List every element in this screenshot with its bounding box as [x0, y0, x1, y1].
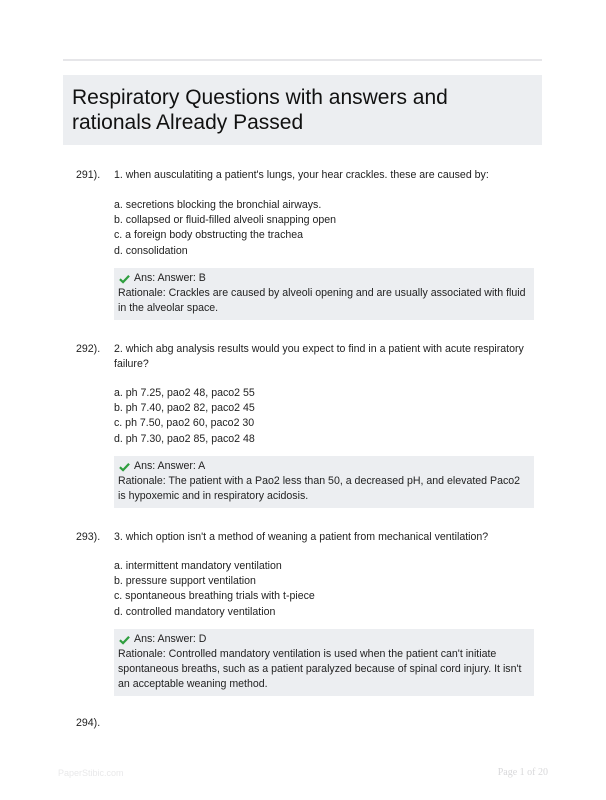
options-list	[114, 559, 534, 620]
rationale-text: Rationale: The patient with a Pao2 less than 50, a decreased pH, and elevated Paco2 is hypoxemic and in respiratory acidosis.	[118, 475, 521, 502]
question-number: 294).	[76, 717, 101, 729]
option-d: d. controlled mandatory ventilation	[114, 605, 276, 618]
footer-watermark: PaperStibic.com	[58, 768, 124, 778]
answer-label: Ans: Answer: D	[134, 633, 207, 645]
option-a: a. ph 7.25, pao2 48, paco2 55	[114, 387, 255, 399]
question-number: 293).	[76, 531, 101, 543]
option-c: c. a foreign body obstructing the trachea	[114, 229, 304, 242]
answer-label: Ans: Answer: A	[134, 460, 206, 472]
answer-box	[114, 268, 534, 320]
option-a: a. intermittent mandatory ventilation	[114, 560, 282, 572]
options-list	[114, 386, 534, 447]
option-b: b. ph 7.40, pao2 82, paco2 45	[114, 402, 255, 415]
title-banner	[63, 75, 542, 145]
checkmark-icon	[119, 274, 130, 284]
question-number: 291).	[76, 169, 101, 181]
question-text: 2. which abg analysis results would you expect to find in a patient with acute respiratory failure?	[114, 343, 524, 370]
answer-box	[114, 629, 534, 696]
checkmark-icon	[119, 635, 130, 645]
option-b: b. collapsed or fluid-filled alveoli snapping open	[114, 214, 337, 227]
question-text: 3. which option isn't a method of weaning a patient from mechanical ventilation?	[114, 531, 489, 543]
rationale-text: Rationale: Controlled mandatory ventilation is used when the patient can't initiate spontaneous breaths, such as a patient paralyzed because of spinal cord injury. It isn't an acceptable weaning method.	[118, 648, 522, 690]
option-d: d. consolidation	[114, 244, 188, 257]
checkmark-icon	[119, 462, 130, 472]
answer-label: Ans: Answer: B	[134, 272, 206, 284]
option-b: b. pressure support ventilation	[114, 575, 256, 588]
rationale-text: Rationale: Crackles are caused by alveoli opening and are usually associated with fluid in the alveolar space.	[118, 287, 526, 314]
top-divider	[63, 59, 542, 61]
options-list	[114, 198, 534, 259]
question-text: 1. when ausculatiting a patient's lungs, your hear crackles. these are caused by:	[114, 169, 489, 181]
option-d: d. ph 7.30, pao2 85, paco2 48	[114, 432, 255, 445]
answer-box	[114, 456, 534, 508]
page-indicator: Page 1 of 20	[497, 767, 548, 778]
option-c: c. spontaneous breathing trials with t-piece	[114, 590, 315, 603]
option-c: c. ph 7.50, pao2 60, paco2 30	[114, 417, 255, 430]
option-a: a. secretions blocking the bronchial airways.	[114, 199, 322, 211]
question-number: 292).	[76, 343, 101, 355]
page-title: Respiratory Questions with answers and rationals Already Passed	[72, 86, 448, 134]
